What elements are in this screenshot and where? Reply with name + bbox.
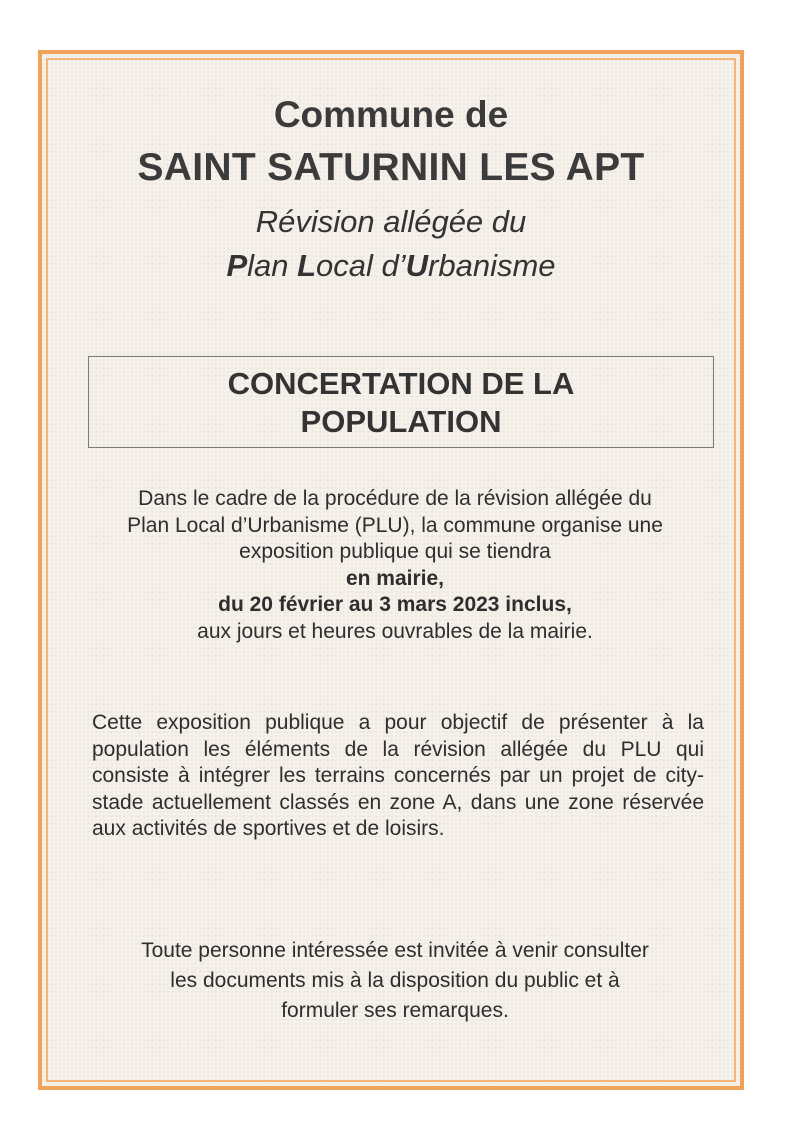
plu-text-p: lan [247, 248, 298, 283]
plu-text-u: rbanisme [428, 248, 556, 283]
revision-subtitle: Révision allégée du [255, 204, 527, 239]
concertation-title-line2: POPULATION [300, 404, 502, 439]
plu-subtitle [42, 248, 740, 284]
announcement-dates: du 20 février au 3 mars 2023 inclus, [218, 593, 572, 616]
invitation-line2: les documents mis à la disposition du public et à [170, 969, 620, 992]
announcement-hours: aux jours et heures ouvrables de la mairie. [197, 619, 593, 643]
exhibition-announcement [62, 486, 728, 645]
plu-initial-p: P [226, 248, 248, 283]
public-invitation [62, 936, 728, 1026]
announcement-line1: Dans le cadre de la procédure de la révision allégée du [138, 487, 652, 510]
concertation-box [88, 356, 714, 448]
invitation-line1: Toute personne intéressée est invitée à venir consulter [141, 939, 649, 962]
commune-heading: Commune de [273, 94, 509, 135]
invitation-line3: formuler ses remarques. [281, 999, 509, 1022]
plu-initial-u: U [405, 248, 429, 283]
plu-text-l: ocal d’ [316, 248, 406, 283]
plu-initial-l: L [297, 248, 317, 283]
concertation-title-line1: CONCERTATION DE LA [227, 366, 575, 401]
town-name: SAINT SATURNIN LES APT [137, 146, 645, 189]
notice-poster [38, 50, 744, 1090]
exhibition-objective: Cette exposition publique a pour objectif de présenter à la population les éléments de la révision allégée du PLU qui consiste à intégrer les terrains concernés par un projet de city-stade actuellement classés en zone A, dans une zone réservée aux activités de sportives et de loisirs. [92, 711, 704, 840]
announcement-line3: exposition publique qui se tiendra [239, 540, 551, 563]
announcement-location: en mairie, [345, 566, 445, 590]
announcement-line2: Plan Local d’Urbanisme (PLU), la commune organise une [127, 513, 663, 537]
